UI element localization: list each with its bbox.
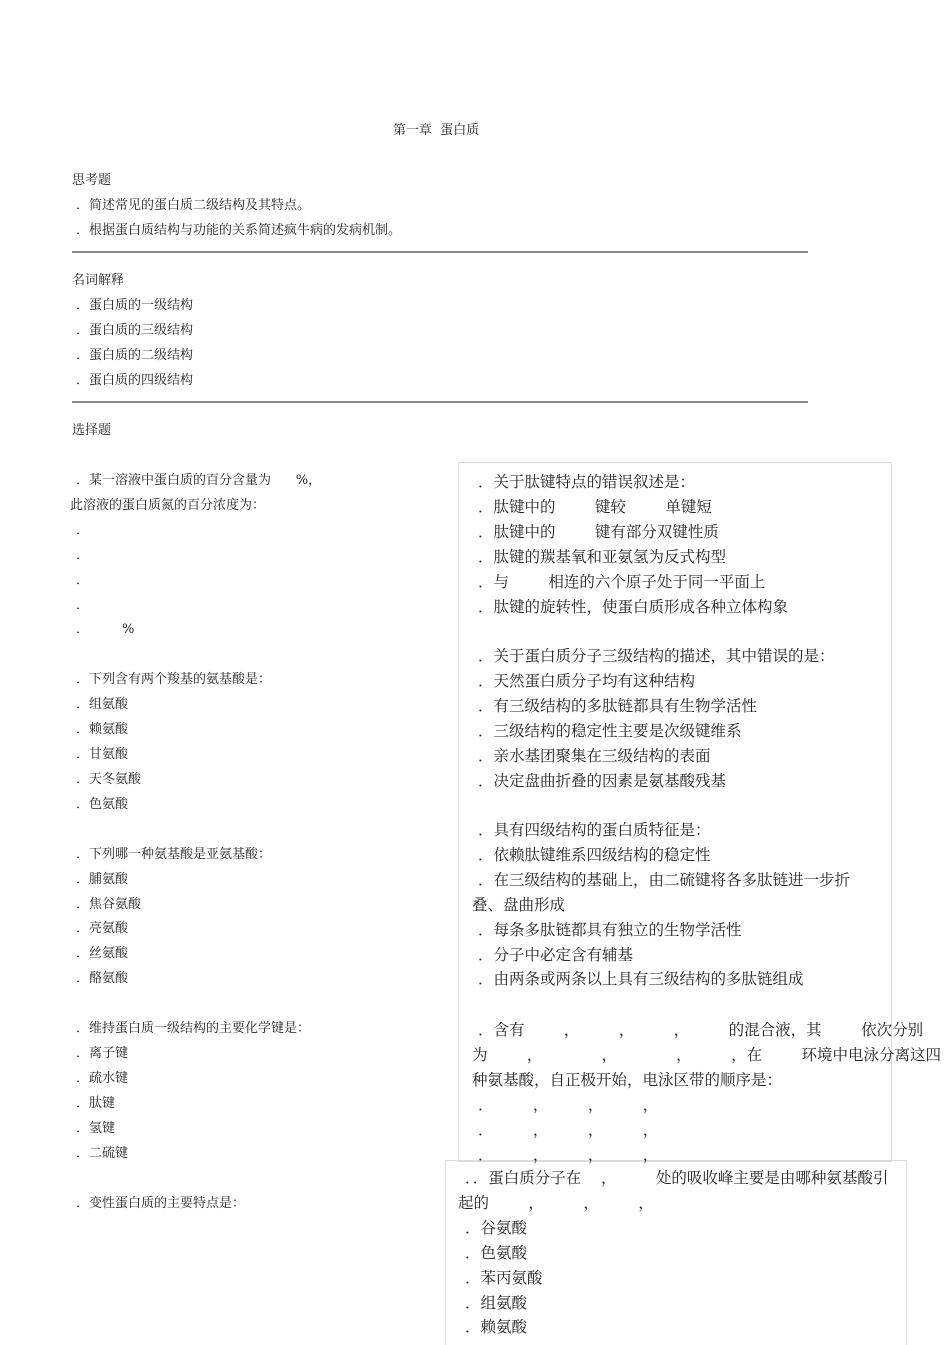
answer-option: ．色氨酸 — [76, 796, 129, 812]
question-stem: 起的 ， ， ， — [458, 1193, 654, 1212]
answer-option: ．苯丙氨酸 — [465, 1268, 543, 1287]
answer-option: ．甘氨酸 — [76, 747, 129, 762]
answer-option: ．色氨酸 — [465, 1243, 528, 1262]
answer-option: ．决定盘曲折叠的因素是氨基酸残基 — [478, 771, 727, 790]
answer-option: ．赖氨酸 — [76, 722, 129, 738]
answer-option: ．组氨酸 — [465, 1293, 528, 1312]
answer-option: ． — [76, 547, 90, 563]
question-stem: ．关于蛋白质分子三级结构的描述，其中错误的是： — [478, 647, 835, 665]
answer-option: ．有三级结构的多肽链都具有生物学活性 — [478, 696, 758, 715]
question-stem: ．具有四级结构的蛋白质特征是： — [478, 821, 711, 839]
answer-option: ．与 相连的六个原子处于同一平面上 — [478, 572, 766, 591]
answer-option: ．组氨酸 — [76, 697, 129, 713]
answer-option: ．肽键的羰基氧和亚氨氢为反式构型 — [478, 547, 727, 566]
answer-option: ． — [76, 572, 90, 588]
answer-option: 叠、盘曲形成 — [472, 895, 566, 914]
answer-option: ． % — [76, 622, 135, 638]
section-divider — [72, 251, 808, 253]
answer-option: ．谷氨酸 — [465, 1218, 528, 1237]
answer-option: ．氢键 — [76, 1120, 116, 1136]
answer-option: ．天然蛋白质分子均有这种结构 — [478, 671, 696, 690]
answer-option: ．肽键 — [76, 1095, 116, 1111]
answer-option: ．离子键 — [76, 1046, 129, 1061]
answer-option: ．分子中必定含有辅基 — [478, 945, 634, 964]
answer-option: ．肽键中的 键较 单键短 — [478, 497, 712, 516]
section-heading-choice: 选择题 — [72, 423, 112, 438]
answer-option: ．每条多肽链都具有独立的生物学活性 — [478, 920, 742, 939]
answer-option: ．由两条或两条以上具有三级结构的多肽链组成 — [478, 970, 804, 989]
question-stem: 为 ， ， ， ，在 环境中电泳分离这四 — [472, 1045, 941, 1064]
question-stem: 种氨基酸，自正极开始，电泳区带的顺序是： — [472, 1070, 783, 1089]
answer-option: ．亮氨酸 — [76, 921, 129, 937]
answer-option: ．二硫键 — [76, 1145, 129, 1161]
answer-option: ．亲水基团聚集在三级结构的表面 — [478, 746, 711, 765]
term-item: ．蛋白质的四级结构 — [76, 373, 194, 388]
answer-option: ． — [76, 597, 90, 613]
answer-option: ．丝氨酸 — [76, 946, 129, 962]
answer-option: ． ， ， ， — [478, 1120, 659, 1139]
answer-option: ． ， ， ， — [478, 1095, 659, 1114]
question-stem: ．下列含有两个羧基的氨基酸是： — [76, 672, 272, 688]
answer-option: ．依赖肽键维系四级结构的稳定性 — [478, 845, 711, 864]
page-title: 第一章 蛋白质 — [393, 123, 480, 138]
question-stem: ．含有 ， ， ， 的混合液，其 依次分别 — [478, 1021, 924, 1039]
answer-option: ．三级结构的稳定性主要是次级键维系 — [478, 721, 742, 740]
answer-option: ．肽键中的 键有部分双键性质 — [478, 522, 719, 541]
term-item: ．蛋白质的一级结构 — [76, 298, 194, 313]
thinking-item: ．简述常见的蛋白质二级结构及其特点。 — [76, 198, 311, 213]
answer-option: ．焦谷氨酸 — [76, 896, 142, 912]
question-stem: ．某一溶液中蛋白质的百分含量为 %， — [76, 473, 322, 488]
question-stem: ．．蛋白质分子在 ， 处的吸收峰主要是由哪种氨基酸引 — [465, 1169, 889, 1187]
answer-option: ．脯氨酸 — [76, 871, 129, 887]
section-heading-thinking: 思考题 — [72, 173, 112, 188]
question-stem: ．变性蛋白质的主要特点是： — [76, 1195, 246, 1211]
term-item: ．蛋白质的三级结构 — [76, 323, 194, 338]
answer-option: ．赖氨酸 — [465, 1318, 528, 1337]
answer-option: ．疏水键 — [76, 1070, 129, 1086]
section-heading-terms: 名词解释 — [72, 273, 125, 288]
thinking-item: ．根据蛋白质结构与功能的关系简述疯牛病的发病机制。 — [76, 223, 402, 238]
answer-option: ．肽键的旋转性，使蛋白质形成各种立体构象 — [478, 597, 789, 616]
section-divider — [72, 401, 808, 403]
question-stem: ．下列哪一种氨基酸是亚氨基酸： — [76, 846, 272, 862]
answer-option: ． — [76, 522, 90, 538]
question-stem: 此溶液的蛋白质氮的百分浓度为： — [70, 497, 266, 513]
answer-option: ．天冬氨酸 — [76, 771, 142, 787]
answer-option: ．在三级结构的基础上，由二硫键将各多肽链进一步折 — [478, 870, 851, 889]
question-stem: ．维持蛋白质一级结构的主要化学键是： — [76, 1021, 311, 1037]
question-stem: ．关于肽键特点的错误叙述是： — [478, 473, 696, 491]
answer-option: ．酪氨酸 — [76, 971, 129, 987]
answer-option: ． ， ， ， — [478, 1145, 659, 1164]
term-item: ．蛋白质的二级结构 — [76, 348, 194, 363]
